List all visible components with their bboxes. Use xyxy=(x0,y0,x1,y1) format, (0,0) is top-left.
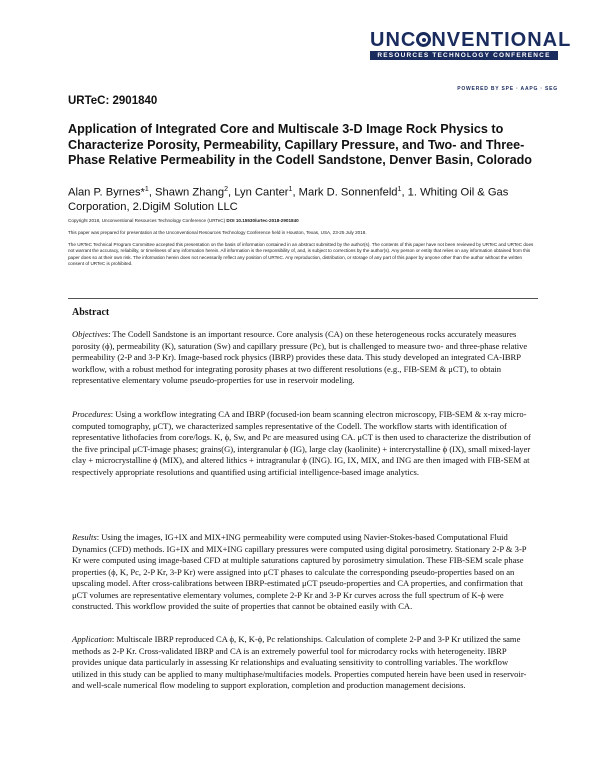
paper-title: Application of Integrated Core and Multiscale 3-D Image Rock Physics to Characterize Porosity, Permeability, Capillary Pressure, and Two- and Three-Phase Relative Permeability in the Codell Sandstone, Denver Basin, Colorado xyxy=(68,122,533,167)
copyright-line: Copyright 2018, Unconventional Resources Technology Conference (URTeC) DOI 10.15530/urtec-2018-2901840 xyxy=(68,218,299,223)
abstract-results: Results: Using the images, IG+IX and MIX+ING permeability were computed using Navier-Stokes-based Computational Fluid Dynamics (CFD) methods. IG+IX and MIX+ING capillary pressures were computed using digital porosimetry. Stationary 2-P & 3-P Kr were computed using image-based CFD at multiple saturations captured by porosimetry simulation. These FIB-SEM scale phase properties (ϕ, K, Pc, 2-P Kr, 3-P Kr) were assigned into μCT phases to calculate the corresponding pseudo-properties based on an upscaling model. After cross-calibrations between IBRP-estimated μCT pseudo-properties and CA properties, and confirmation that μCT volumes are representative elementary volumes, complete 2-P Kr and 3-P Kr curves across the full spectrum of K-ϕ were constructed. This workflow provided the suite of properties that cannot be obtained easily with CA. xyxy=(72,532,527,612)
disclaimer: The URTeC Technical Program Committee accepted this presentation on the basis of information contained in an abstract submitted by the author(s). The contents of this paper have not been reviewed by URTeC and URTeC does not warrant the accuracy, reliability, or timeliness of any information herein. All information is the responsibility of, and, is subject to corrections by the author(s). Any person or entity that relies on any information obtained from this paper does so at their own risk. The information herein does not necessarily reflect any position of URTeC. Any reproduction, distribution, or storage of any part of this paper by anyone other than the author without the written consent of URTeC is prohibited. xyxy=(68,242,534,267)
logo-band: RESOURCES TECHNOLOGY CONFERENCE xyxy=(370,51,558,60)
doi: DOI 10.15530/urtec-2018-2901840 xyxy=(226,218,299,223)
author-affiliations: 1. Whiting Oil & Gas Corporation, 2.DigiM Solution LLC xyxy=(68,186,509,213)
conference-logo xyxy=(370,29,572,92)
abstract-procedures: Procedures: Using a workflow integrating CA and IBRP (focused-ion beam scanning electron microscopy, FIB-SEM & x-ray micro-computed tomography, μCT), we characterized samples representative of the Codell. The workflow starts with identification of representative lithofacies from core/logs. K, ϕ, Sw, and Pc are measured using CA. μCT is then used to characterize the distribution of the five principal μCT-image phases; grains(G), intergranular ϕ (IG), large clay (kaolinite) + intercrystalline ϕ (IX), small mixed-layer clay + microcrystalline ϕ (MIX), and altered lithics + intragranular ϕ (ING). IG, IX, MIX, and ING are then imaged with FIB-SEM at respectively appropriate resolutions and quantified using artificial intelligence-based image analytics. xyxy=(72,409,531,477)
divider xyxy=(68,298,538,299)
abstract-objectives: Objectives: The Codell Sandstone is an important resource. Core analysis (CA) on these heterogeneous rocks accurately measures porosity (ϕ), permeability (K), saturation (Sw) and capillary pressure (Pc), but is challenged to measure two- and three-phase relative permeability (2-P and 3-P Kr). Image-based rock physics (IBRP) provides these data. This study developed an integrated CA-IBRP workflow, with a robust method for integrating porosity phases at two different resolutions (e.g., FIB-SEM & μCT), to obtain representative elementary volume pseudo-properties for use in reservoir modeling. xyxy=(72,329,528,386)
abstract-heading: Abstract xyxy=(72,307,110,318)
author-list: Alan P. Byrnes*$^1$, Shawn Zhang$^2$, Lyn Canter$^1$, Mark D. Sonnenfeld$^1$, 1. Whiting Oil & Gas Corporation, 2.DigiM Solution LLC xyxy=(68,186,509,213)
logo-o-icon xyxy=(416,32,431,47)
abstract-application: Application: Multiscale IBRP reproduced CA ϕ, K, K-ϕ, Pc relationships. Calculation of complete 2-P and 3-P Kr utilized the same methods as 2-P Kr. Cross-validated IBRP and CA is an extremely powerful tool for microdarcy rocks with heterogeneity. IBRP provides unique data particularly in assessing Kr relationships and evaluating sensitivity to controlling variables. The workflow utilized in this study can be applied to many multiphase/multifacies models. Properties computed herein have been used in reservoir- and well-scale numerical flow modeling to support exploration, completion and production management decisions. xyxy=(72,634,527,691)
logo-wordmark: UNC NVENTIONAL xyxy=(370,29,572,51)
presentation-note: This paper was prepared for presentation at the Unconventional Resources Technology Conference held in Houston, Texas, USA, 23-25 July 2018. xyxy=(68,230,367,235)
paper-id: URTeC: 2901840 xyxy=(68,95,158,107)
logo-tagline: POWERED BY SPE · AAPG · SEG xyxy=(457,86,558,92)
